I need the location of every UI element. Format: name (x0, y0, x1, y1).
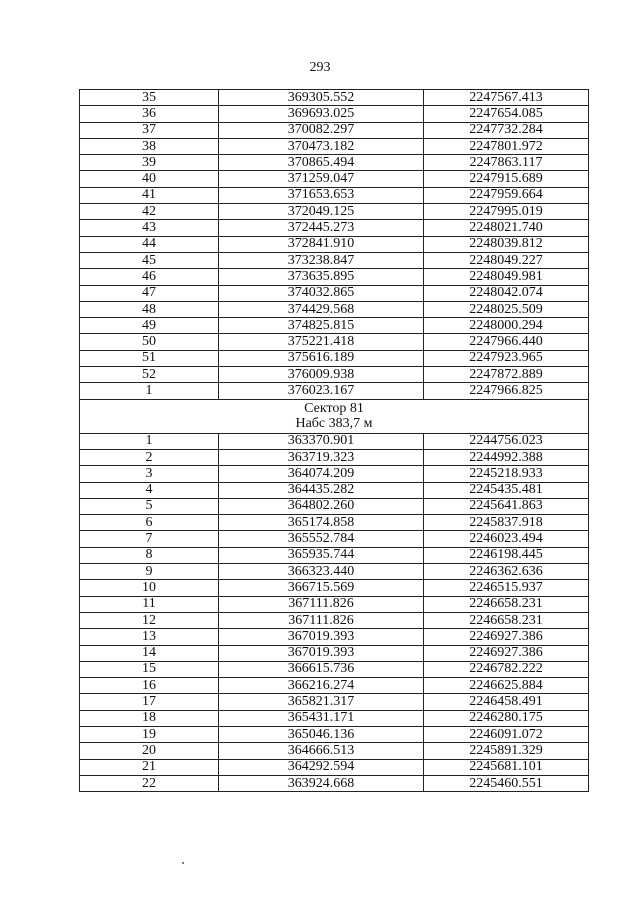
y-coordinate-cell: 2248021.740 (424, 220, 589, 236)
y-coordinate-cell: 2246091.072 (424, 726, 589, 742)
y-coordinate-cell: 2247923.965 (424, 350, 589, 366)
point-number-cell: 42 (80, 204, 219, 220)
table-row (80, 383, 589, 399)
y-coordinate-cell: 2247995.019 (424, 204, 589, 220)
x-coordinate-cell: 365821.317 (219, 694, 424, 710)
y-coordinate-cell: 2246658.231 (424, 596, 589, 612)
x-coordinate-cell: 363924.668 (219, 775, 424, 791)
table-row (80, 138, 589, 154)
point-number-cell: 18 (80, 710, 219, 726)
y-coordinate-cell: 2245460.551 (424, 775, 589, 791)
y-coordinate-cell: 2248025.509 (424, 301, 589, 317)
table-row (80, 236, 589, 252)
y-coordinate-cell: 2247801.972 (424, 138, 589, 154)
x-coordinate-cell: 374032.865 (219, 285, 424, 301)
x-coordinate-cell: 370473.182 (219, 138, 424, 154)
point-number-cell: 4 (80, 482, 219, 498)
x-coordinate-cell: 369693.025 (219, 106, 424, 122)
y-coordinate-cell: 2248042.074 (424, 285, 589, 301)
table-row (80, 482, 589, 498)
point-number-cell: 13 (80, 629, 219, 645)
point-number-cell: 40 (80, 171, 219, 187)
x-coordinate-cell: 375221.418 (219, 334, 424, 350)
table-row (80, 466, 589, 482)
sector-title: Сектор 81 (304, 401, 364, 417)
x-coordinate-cell: 366615.736 (219, 661, 424, 677)
table-row (80, 580, 589, 596)
y-coordinate-cell: 2246458.491 (424, 694, 589, 710)
point-number-cell: 45 (80, 252, 219, 268)
y-coordinate-cell: 2246782.222 (424, 661, 589, 677)
y-coordinate-cell: 2248000.294 (424, 318, 589, 334)
x-coordinate-cell: 365431.171 (219, 710, 424, 726)
x-coordinate-cell: 370865.494 (219, 155, 424, 171)
table-row (80, 187, 589, 203)
point-number-cell: 50 (80, 334, 219, 350)
sector-height: Набс 383,7 м (295, 416, 373, 432)
point-number-cell: 1 (80, 383, 219, 399)
x-coordinate-cell: 364435.282 (219, 482, 424, 498)
table-row (80, 350, 589, 366)
table-row (80, 726, 589, 742)
y-coordinate-cell: 2245891.329 (424, 743, 589, 759)
x-coordinate-cell: 366715.569 (219, 580, 424, 596)
y-coordinate-cell: 2246198.445 (424, 547, 589, 563)
y-coordinate-cell: 2247863.117 (424, 155, 589, 171)
point-number-cell: 36 (80, 106, 219, 122)
x-coordinate-cell: 366216.274 (219, 678, 424, 694)
x-coordinate-cell: 363719.323 (219, 449, 424, 465)
table-row (80, 564, 589, 580)
x-coordinate-cell: 372445.273 (219, 220, 424, 236)
y-coordinate-cell: 2247959.664 (424, 187, 589, 203)
x-coordinate-cell: 366323.440 (219, 564, 424, 580)
x-coordinate-cell: 369305.552 (219, 90, 424, 106)
y-coordinate-cell: 2248039.812 (424, 236, 589, 252)
y-coordinate-cell: 2246625.884 (424, 678, 589, 694)
table-row (80, 90, 589, 106)
table-row (80, 743, 589, 759)
x-coordinate-cell: 373635.895 (219, 269, 424, 285)
point-number-cell: 11 (80, 596, 219, 612)
table-row (80, 204, 589, 220)
x-coordinate-cell: 373238.847 (219, 252, 424, 268)
x-coordinate-cell: 367111.826 (219, 596, 424, 612)
table-row (80, 661, 589, 677)
table-row (80, 645, 589, 661)
y-coordinate-cell: 2246280.175 (424, 710, 589, 726)
y-coordinate-cell: 2245837.918 (424, 515, 589, 531)
point-number-cell: 43 (80, 220, 219, 236)
x-coordinate-cell: 370082.297 (219, 122, 424, 138)
table-body-before (80, 90, 589, 400)
point-number-cell: 5 (80, 498, 219, 514)
y-coordinate-cell: 2247567.413 (424, 90, 589, 106)
x-coordinate-cell: 365174.858 (219, 515, 424, 531)
y-coordinate-cell: 2245641.863 (424, 498, 589, 514)
table-row (80, 531, 589, 547)
point-number-cell: 7 (80, 531, 219, 547)
point-number-cell: 3 (80, 466, 219, 482)
x-coordinate-cell: 364292.594 (219, 759, 424, 775)
point-number-cell: 52 (80, 367, 219, 383)
x-coordinate-cell: 376009.938 (219, 367, 424, 383)
point-number-cell: 35 (80, 90, 219, 106)
y-coordinate-cell: 2246927.386 (424, 645, 589, 661)
table-row (80, 629, 589, 645)
x-coordinate-cell: 374825.815 (219, 318, 424, 334)
x-coordinate-cell: 372841.910 (219, 236, 424, 252)
point-number-cell: 38 (80, 138, 219, 154)
y-coordinate-cell: 2245435.481 (424, 482, 589, 498)
table-row (80, 171, 589, 187)
point-number-cell: 48 (80, 301, 219, 317)
y-coordinate-cell: 2247872.889 (424, 367, 589, 383)
point-number-cell: 41 (80, 187, 219, 203)
table-row (80, 678, 589, 694)
point-number-cell: 39 (80, 155, 219, 171)
point-number-cell: 1 (80, 433, 219, 449)
point-number-cell: 9 (80, 564, 219, 580)
table-row (80, 285, 589, 301)
table-row (80, 449, 589, 465)
point-number-cell: 15 (80, 661, 219, 677)
x-coordinate-cell: 364666.513 (219, 743, 424, 759)
y-coordinate-cell: 2246023.494 (424, 531, 589, 547)
table-row (80, 710, 589, 726)
table-row (80, 155, 589, 171)
y-coordinate-cell: 2246927.386 (424, 629, 589, 645)
sector-header-cell (80, 399, 589, 433)
table-row (80, 252, 589, 268)
point-number-cell: 47 (80, 285, 219, 301)
table-row (80, 515, 589, 531)
x-coordinate-cell: 374429.568 (219, 301, 424, 317)
y-coordinate-cell: 2247966.440 (424, 334, 589, 350)
y-coordinate-cell: 2245218.933 (424, 466, 589, 482)
point-number-cell: 16 (80, 678, 219, 694)
x-coordinate-cell: 372049.125 (219, 204, 424, 220)
y-coordinate-cell: 2246658.231 (424, 612, 589, 628)
sector-header-group (80, 399, 589, 433)
table-row (80, 759, 589, 775)
table-body-after (80, 433, 589, 792)
x-coordinate-cell: 375616.189 (219, 350, 424, 366)
y-coordinate-cell: 2244756.023 (424, 433, 589, 449)
x-coordinate-cell: 367111.826 (219, 612, 424, 628)
point-number-cell: 19 (80, 726, 219, 742)
point-number-cell: 2 (80, 449, 219, 465)
point-number-cell: 12 (80, 612, 219, 628)
point-number-cell: 6 (80, 515, 219, 531)
table-row (80, 775, 589, 791)
table-row (80, 498, 589, 514)
y-coordinate-cell: 2247732.284 (424, 122, 589, 138)
point-number-cell: 44 (80, 236, 219, 252)
y-coordinate-cell: 2246515.937 (424, 580, 589, 596)
table-row (80, 547, 589, 563)
x-coordinate-cell: 371653.653 (219, 187, 424, 203)
x-coordinate-cell: 364802.260 (219, 498, 424, 514)
table-row (80, 122, 589, 138)
x-coordinate-cell: 365046.136 (219, 726, 424, 742)
sector-header-row (80, 399, 589, 433)
point-number-cell: 37 (80, 122, 219, 138)
y-coordinate-cell: 2246362.636 (424, 564, 589, 580)
x-coordinate-cell: 365552.784 (219, 531, 424, 547)
point-number-cell: 21 (80, 759, 219, 775)
point-number-cell: 46 (80, 269, 219, 285)
point-number-cell: 14 (80, 645, 219, 661)
y-coordinate-cell: 2245681.101 (424, 759, 589, 775)
point-number-cell: 22 (80, 775, 219, 791)
y-coordinate-cell: 2247966.825 (424, 383, 589, 399)
x-coordinate-cell: 365935.744 (219, 547, 424, 563)
table-row (80, 433, 589, 449)
x-coordinate-cell: 376023.167 (219, 383, 424, 399)
stray-dot (182, 862, 184, 864)
y-coordinate-cell: 2247915.689 (424, 171, 589, 187)
x-coordinate-cell: 363370.901 (219, 433, 424, 449)
table-row (80, 334, 589, 350)
point-number-cell: 8 (80, 547, 219, 563)
coordinates-table (79, 89, 589, 792)
table-row (80, 612, 589, 628)
point-number-cell: 51 (80, 350, 219, 366)
table-row (80, 694, 589, 710)
point-number-cell: 17 (80, 694, 219, 710)
point-number-cell: 20 (80, 743, 219, 759)
x-coordinate-cell: 371259.047 (219, 171, 424, 187)
point-number-cell: 49 (80, 318, 219, 334)
y-coordinate-cell: 2248049.227 (424, 252, 589, 268)
point-number-cell: 10 (80, 580, 219, 596)
table-row (80, 318, 589, 334)
table-row (80, 367, 589, 383)
x-coordinate-cell: 367019.393 (219, 645, 424, 661)
x-coordinate-cell: 367019.393 (219, 629, 424, 645)
table-row (80, 220, 589, 236)
y-coordinate-cell: 2248049.981 (424, 269, 589, 285)
page-number: 293 (309, 60, 331, 75)
y-coordinate-cell: 2244992.388 (424, 449, 589, 465)
table-row (80, 596, 589, 612)
table-row (80, 269, 589, 285)
table-row (80, 106, 589, 122)
y-coordinate-cell: 2247654.085 (424, 106, 589, 122)
table-row (80, 301, 589, 317)
x-coordinate-cell: 364074.209 (219, 466, 424, 482)
